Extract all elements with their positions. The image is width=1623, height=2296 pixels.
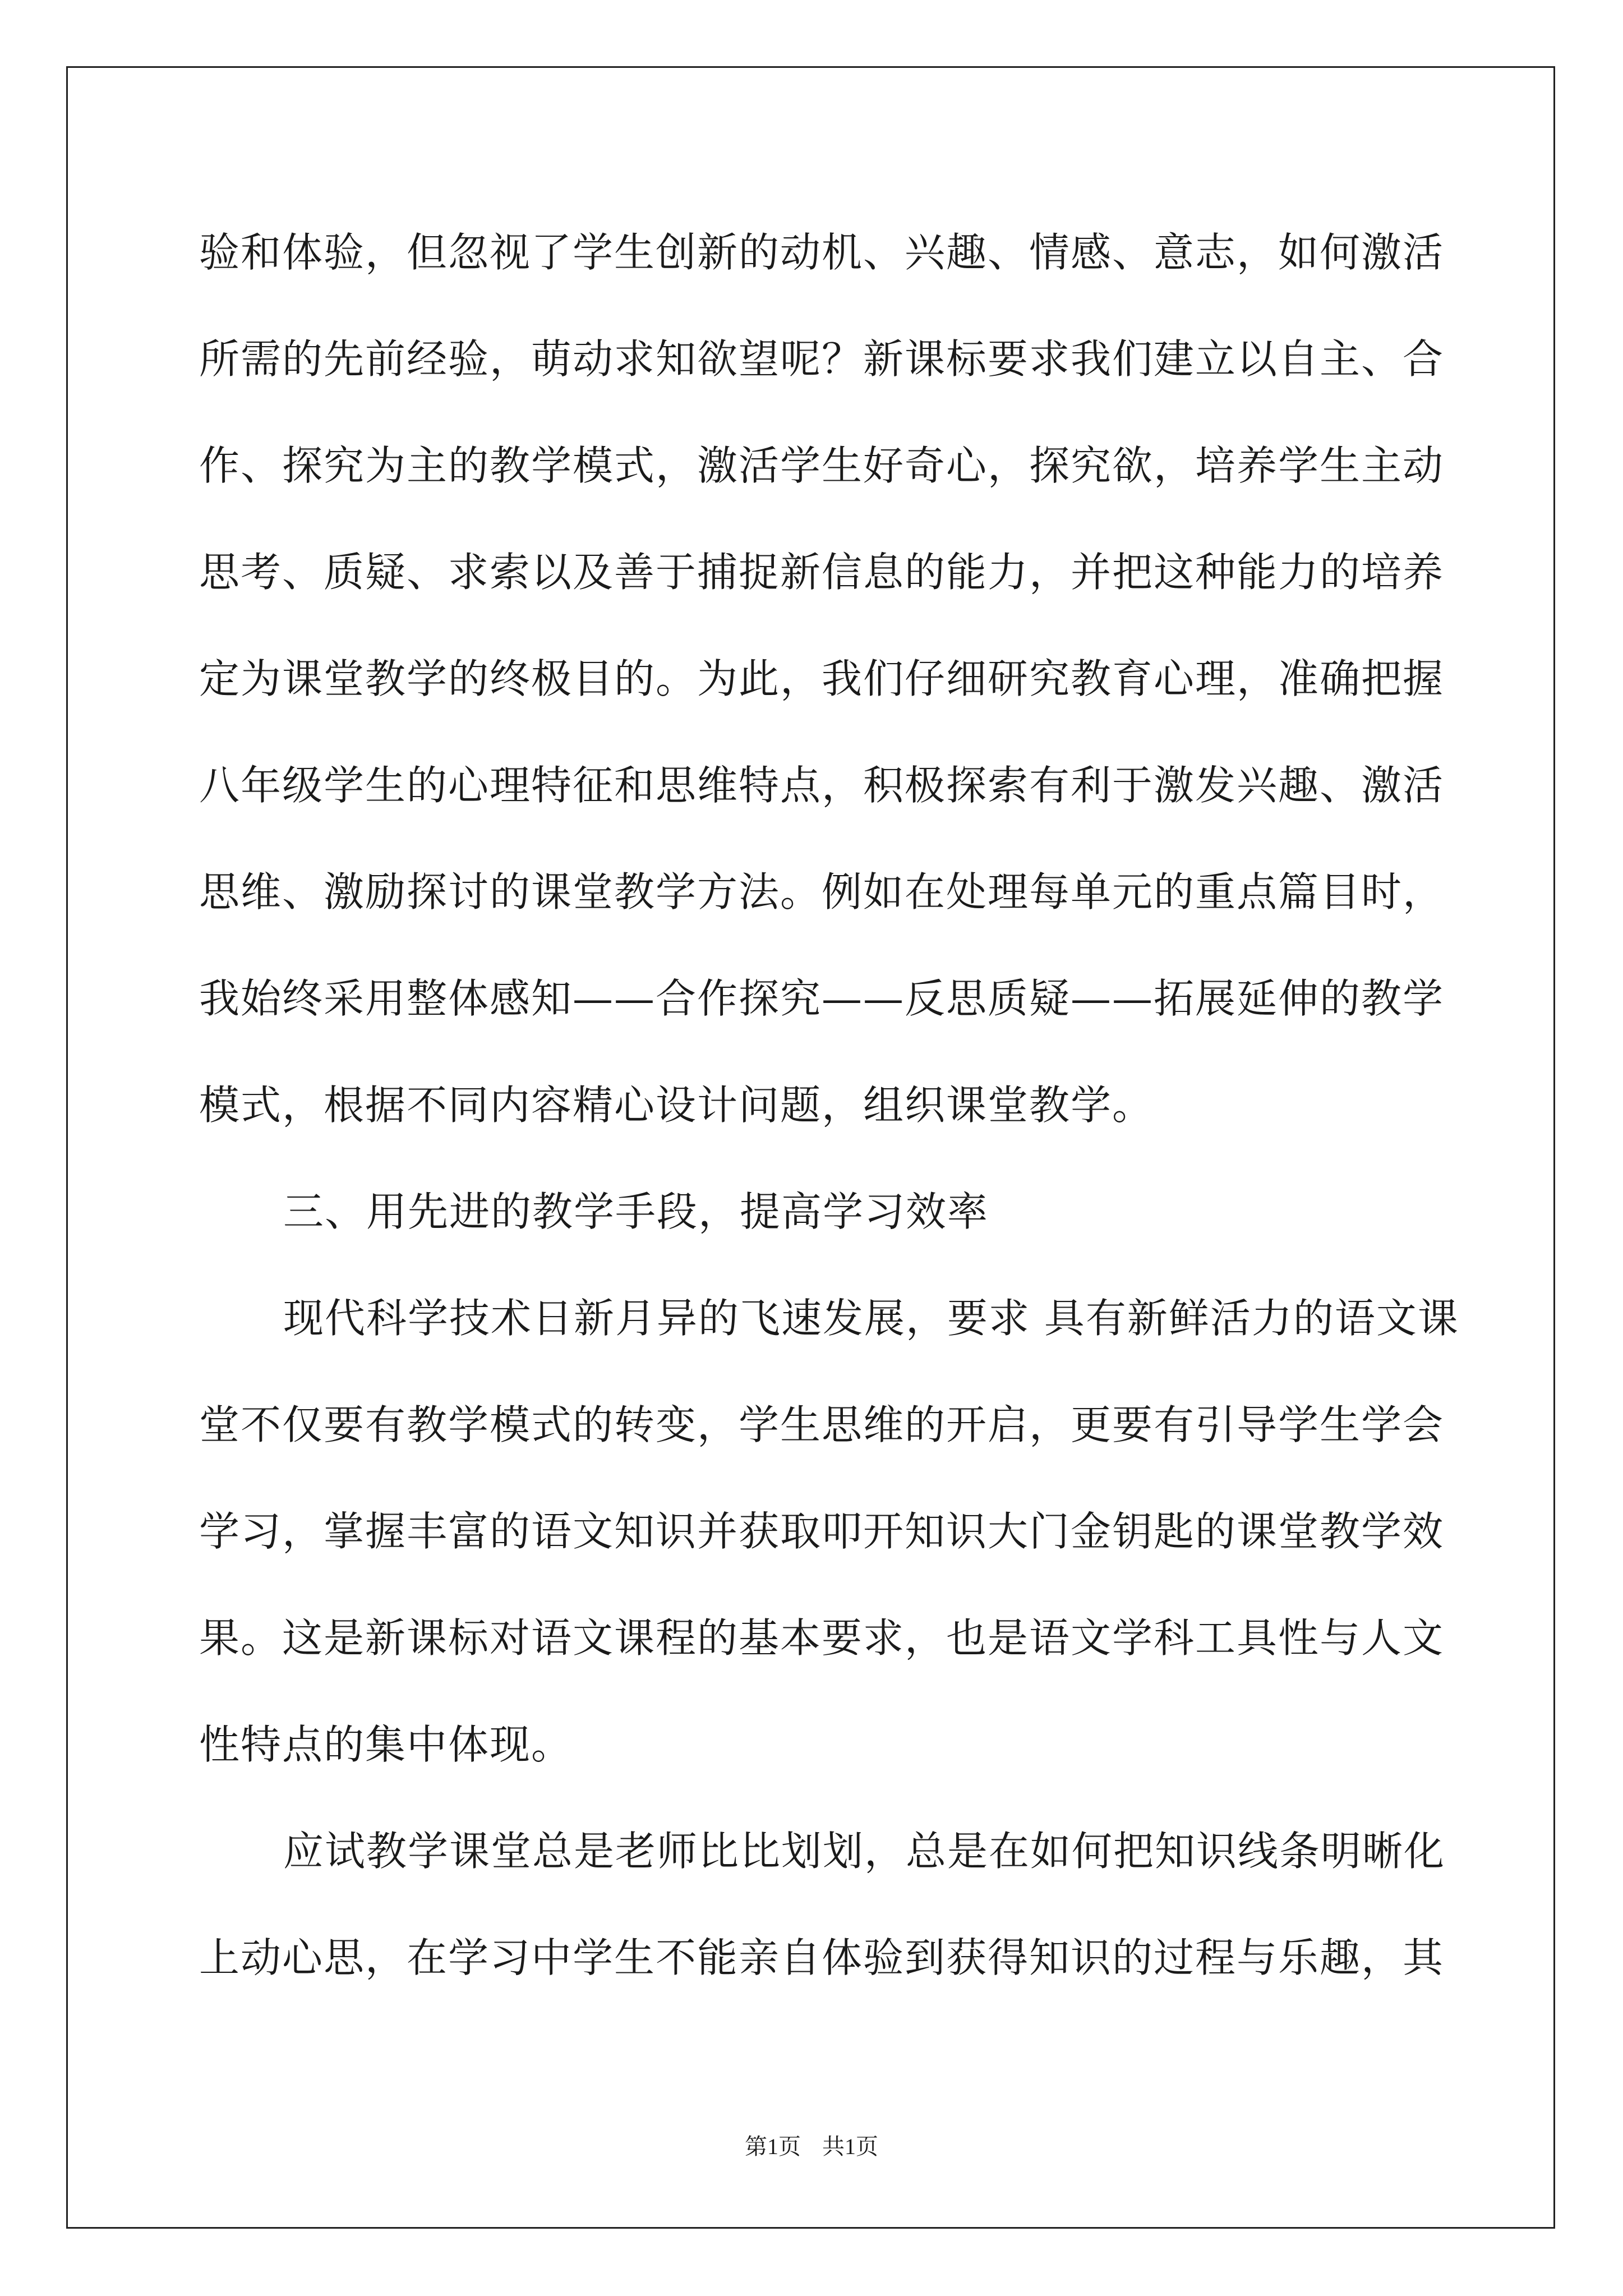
text-line: 思维、激励探讨的课堂教学方法。例如在处理每单元的重点篇目时， xyxy=(199,868,1445,915)
text-line: 模式，根据不同内容精心设计问题，组织课堂教学。 xyxy=(199,1082,1154,1129)
text-line: 思考、质疑、求索以及善于捕捉新信息的能力，并把这种能力的培养 xyxy=(199,549,1445,596)
document-body xyxy=(199,199,1459,2011)
text-line: 验和体验，但忽视了学生创新的动机、兴趣、情感、意志，如何激活 xyxy=(199,229,1445,276)
paragraph-start-line: 应试教学课堂总是老师比比划划，总是在如何把知识线条明晰化 xyxy=(283,1828,1446,1875)
text-line: 我始终采用整体感知——合作探究——反思质疑——拓展延伸的教学 xyxy=(199,975,1445,1022)
text-line: 果。这是新课标对语文课程的基本要求，也是语文学科工具性与人文 xyxy=(199,1614,1445,1662)
page-total: 共1页 xyxy=(822,2134,878,2159)
section-heading: 三、用先进的教学手段，提高学习效率 xyxy=(283,1188,989,1235)
paragraph-start-line: 现代科学技术日新月异的飞速发展，要求 具有新鲜活力的语文课 xyxy=(283,1295,1459,1342)
text-line: 上动心思，在学习中学生不能亲自体验到获得知识的过程与乐趣，其 xyxy=(199,1934,1445,1981)
text-line: 性特点的集中体现。 xyxy=(199,1721,573,1768)
text-line: 所需的先前经验，萌动求知欲望呢？新课标要求我们建立以自主、合 xyxy=(199,335,1445,383)
page-footer xyxy=(0,2129,1623,2161)
text-line: 堂不仅要有教学模式的转变，学生思维的开启，更要有引导学生学会 xyxy=(199,1401,1445,1448)
text-line: 定为课堂教学的终极目的。为此，我们仔细研究教育心理，准确把握 xyxy=(199,655,1445,702)
page-number: 第1页 xyxy=(745,2134,801,2159)
text-line: 八年级学生的心理特征和思维特点，积极探索有利于激发兴趣、激活 xyxy=(199,762,1445,809)
text-line: 学习，掌握丰富的语文知识并获取叩开知识大门金钥匙的课堂教学效 xyxy=(199,1508,1445,1555)
text-line: 作、探究为主的教学模式，激活学生好奇心，探究欲，培养学生主动 xyxy=(199,442,1445,489)
